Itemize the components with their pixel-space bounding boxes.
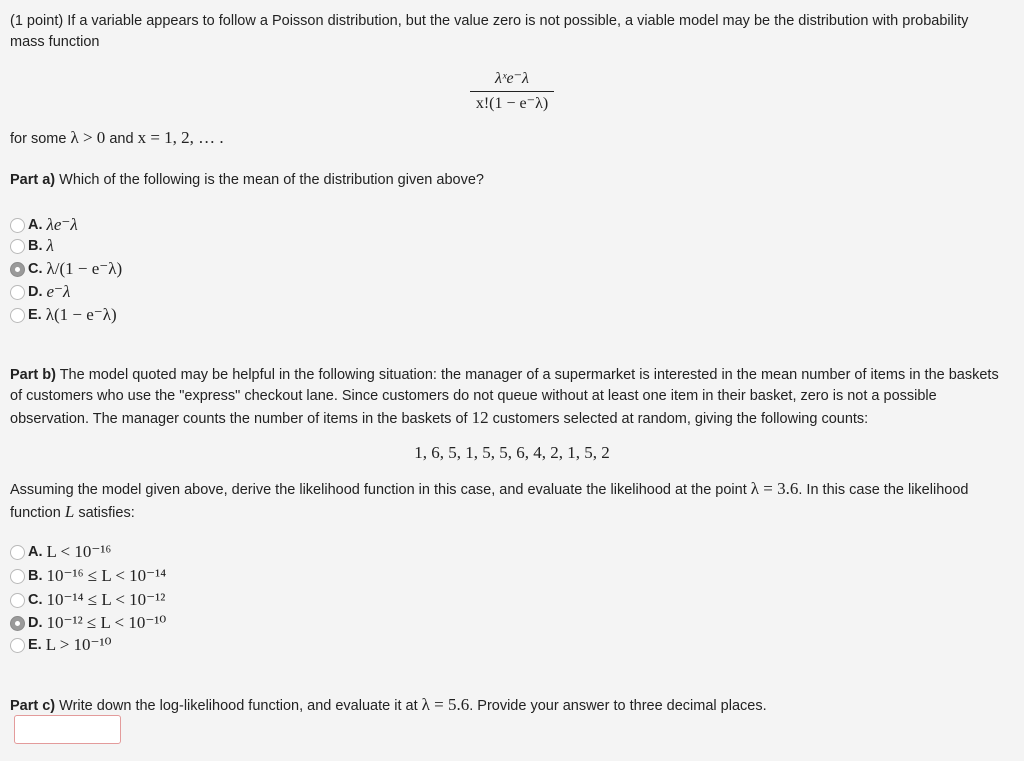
domain-and: and <box>109 131 134 147</box>
option-expr: L > 10⁻¹⁰ <box>45 635 112 654</box>
radio-icon[interactable] <box>10 218 25 233</box>
option-letter: B. <box>28 238 43 254</box>
option-letter: D. <box>28 615 43 631</box>
domain-text <box>10 127 224 150</box>
part-a-option-c[interactable] <box>10 258 122 280</box>
radio-icon[interactable] <box>10 239 25 254</box>
part-c-point: λ = 5.6 <box>421 695 470 714</box>
domain-condition-x: x = 1, 2, … . <box>137 128 224 147</box>
option-expr: λe⁻λ <box>46 215 78 234</box>
option-letter: C. <box>28 261 43 277</box>
option-expr: 10⁻¹⁶ ≤ L < 10⁻¹⁴ <box>46 566 167 585</box>
option-expr: λ/(1 − e⁻λ) <box>46 259 123 278</box>
option-expr: L < 10⁻¹⁶ <box>46 542 112 561</box>
option-expr: λ(1 − e⁻λ) <box>45 305 117 324</box>
part-c-label: Part c) <box>10 698 56 714</box>
part-c-answer-input[interactable] <box>14 715 121 744</box>
intro-text <box>10 11 1000 53</box>
option-expr: 10⁻¹² ≤ L < 10⁻¹⁰ <box>46 613 167 632</box>
part-c-question <box>10 694 1000 717</box>
part-b-option-e[interactable] <box>10 634 111 656</box>
part-a-question <box>10 170 484 191</box>
domain-condition-lambda: λ > 0 <box>70 128 106 147</box>
points-label: (1 point) <box>10 13 64 29</box>
likelihood-end: satisfies: <box>78 505 135 521</box>
part-b-option-c[interactable] <box>10 589 165 611</box>
option-letter: A. <box>28 544 43 560</box>
part-b-text <box>10 365 1000 430</box>
part-b-sample-size: 12 <box>471 408 489 427</box>
option-letter: E. <box>28 307 42 323</box>
radio-icon[interactable] <box>10 569 25 584</box>
part-b-option-b[interactable] <box>10 565 166 587</box>
part-a-text: Which of the following is the mean of the distribution given above? <box>59 172 484 188</box>
likelihood-point: λ = 3.6 <box>750 479 799 498</box>
radio-icon[interactable] <box>10 285 25 300</box>
pmf-numerator: λˣe⁻λ <box>470 70 554 92</box>
part-c-text: Write down the log-likelihood function, and evaluate it at <box>59 698 418 714</box>
option-letter: D. <box>28 284 43 300</box>
observed-counts: 1, 6, 5, 1, 5, 5, 6, 4, 2, 1, 5, 2 <box>414 443 610 462</box>
part-a-option-b[interactable] <box>10 235 54 257</box>
intro-body: If a variable appears to follow a Poisson distribution, but the value zero is not possible, a viable model may be the distribution with probability mass function <box>10 13 969 50</box>
likelihood-symbol: L <box>64 502 75 521</box>
radio-icon[interactable] <box>10 593 25 608</box>
option-expr: e⁻λ <box>46 282 71 301</box>
radio-selected-icon[interactable] <box>10 616 25 631</box>
part-a-option-d[interactable] <box>10 281 70 303</box>
part-b-paragraph-end: customers selected at random, giving the following counts: <box>492 411 869 427</box>
part-b-paragraph: The model quoted may be helpful in the following situation: the manager of a supermarket is interested in the mean number of items in the baskets of customers who use the "express" checkout lane. Since customers do not queue without at least one item in their basket, zero is not a possible observation. The manager counts the number of items in the baskets of <box>10 367 999 427</box>
radio-icon[interactable] <box>10 545 25 560</box>
pmf-denominator: x!(1 − e⁻λ) <box>475 95 549 112</box>
pmf-formula <box>470 70 554 113</box>
option-letter: C. <box>28 592 43 608</box>
part-b-likelihood-text <box>10 478 1000 524</box>
part-c-text-end: . Provide your answer to three decimal places. <box>469 698 767 714</box>
radio-icon[interactable] <box>10 308 25 323</box>
option-letter: B. <box>28 568 43 584</box>
part-a-option-e[interactable] <box>10 304 117 326</box>
likelihood-intro: Assuming the model given above, derive the likelihood function in this case, and evaluate the likelihood at the point <box>10 482 747 498</box>
option-letter: E. <box>28 637 42 653</box>
part-b-option-a[interactable] <box>10 541 111 563</box>
option-expr: 10⁻¹⁴ ≤ L < 10⁻¹² <box>46 590 166 609</box>
option-letter: A. <box>28 217 43 233</box>
part-a-option-a[interactable] <box>10 214 78 236</box>
option-expr: λ <box>46 236 54 255</box>
radio-icon[interactable] <box>10 638 25 653</box>
radio-selected-icon[interactable] <box>10 262 25 277</box>
part-b-option-d[interactable] <box>10 612 166 634</box>
part-a-label: Part a) <box>10 172 56 188</box>
part-b-label: Part b) <box>10 367 56 383</box>
likelihood-middle: . In this case the likelihood function <box>10 482 969 521</box>
domain-prefix: for some <box>10 131 67 147</box>
